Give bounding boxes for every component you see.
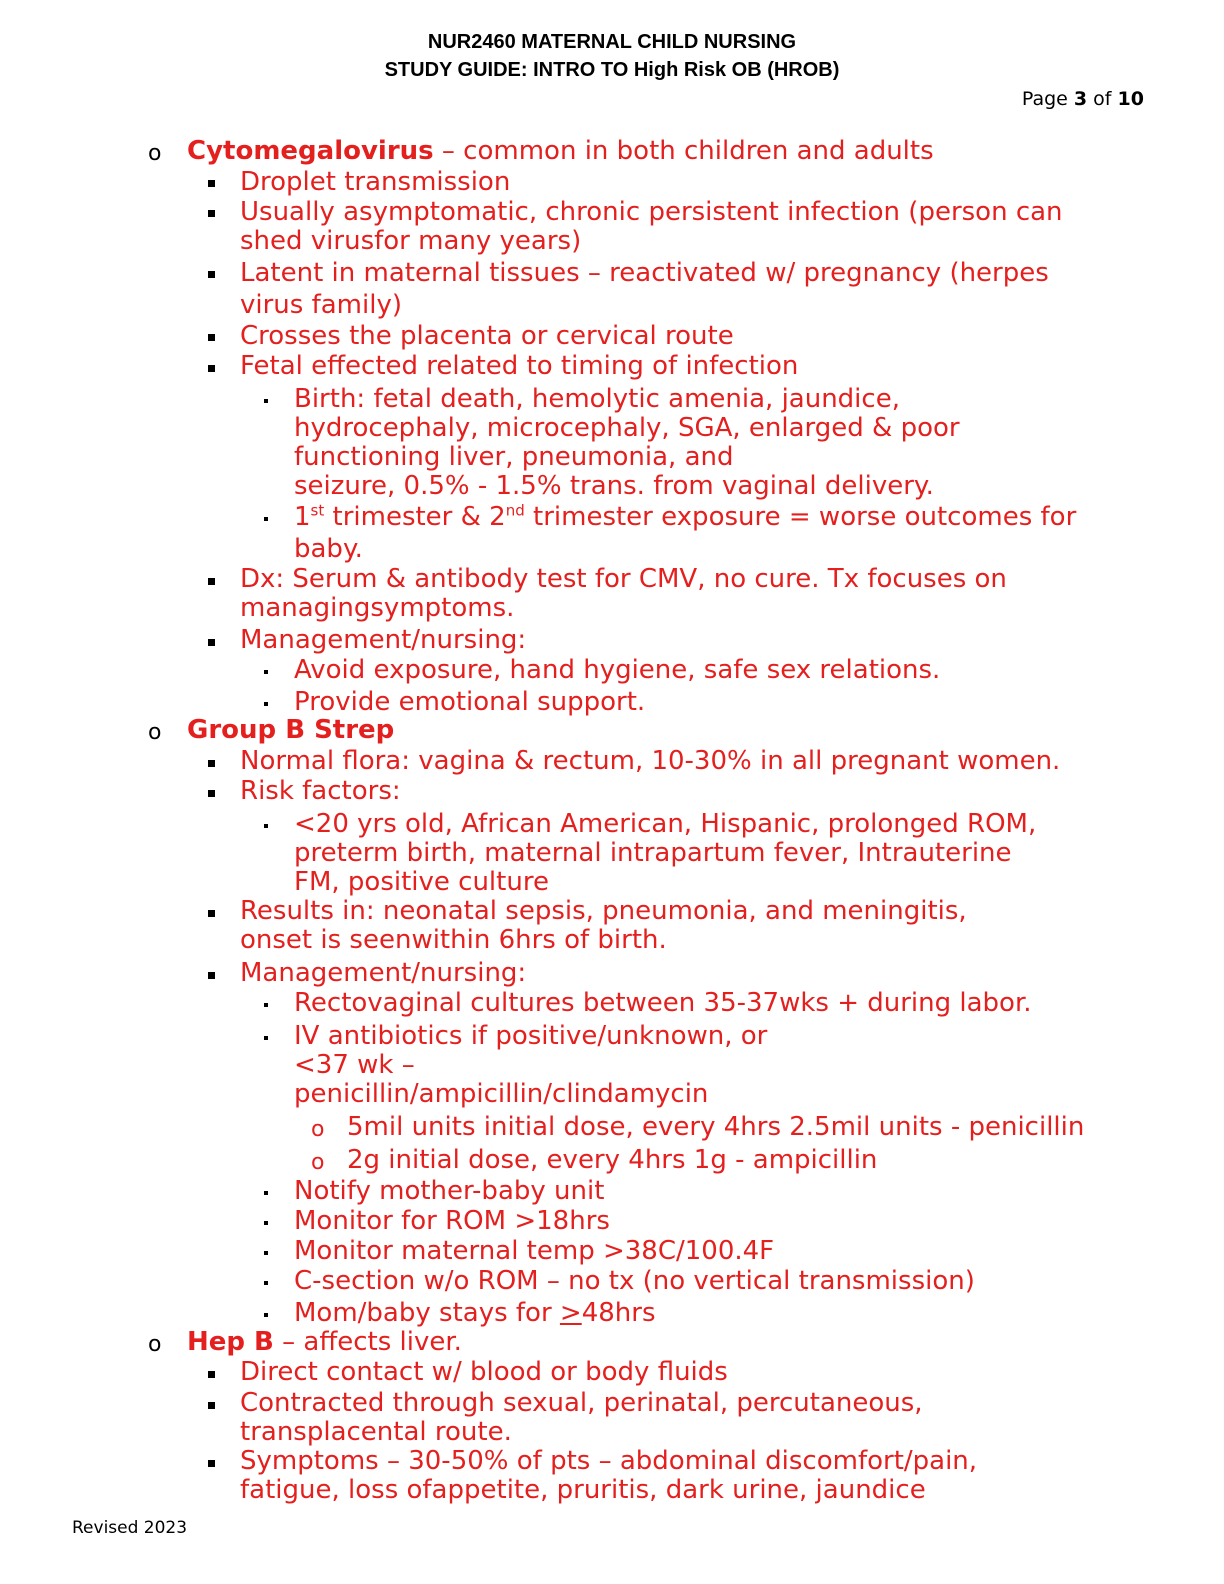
revised-date: Revised 2023 [72, 1518, 188, 1538]
gbs-penicillin-dose: 5mil units initial dose, every 4hrs 2.5mil units - penicillin [347, 1112, 1085, 1142]
cmv-asymptomatic-line1: Usually asymptomatic, chronic persistent infection (person can [240, 197, 1063, 227]
square-bullet-icon [208, 578, 215, 585]
dot-bullet-icon [264, 1251, 268, 1255]
cmv-fetal-effect: Fetal effected related to timing of infection [240, 351, 799, 381]
square-bullet-icon [208, 271, 215, 278]
gbs-risk-factors: Risk factors: [240, 776, 401, 806]
square-bullet-icon [208, 972, 215, 979]
cmv-trimester-line2: baby. [294, 534, 363, 564]
cmv-heading: Cytomegalovirus – common in both children and adults [187, 136, 934, 166]
page-number: Page 3 of 10 [1021, 88, 1144, 110]
circle-bullet-icon: o [148, 720, 162, 745]
dot-bullet-icon [264, 1191, 268, 1195]
square-bullet-icon [208, 180, 215, 187]
dot-bullet-icon [264, 702, 268, 706]
circle-bullet-icon: o [148, 1332, 162, 1357]
dot-bullet-icon [264, 1313, 268, 1317]
gbs-monitor-rom: Monitor for ROM >18hrs [294, 1206, 610, 1236]
square-bullet-icon [208, 639, 215, 646]
cmv-avoid-exposure: Avoid exposure, hand hygiene, safe sex relations. [294, 655, 941, 685]
cmv-birth-line3: functioning liver, pneumonia, and [294, 442, 734, 472]
dot-bullet-icon [264, 1003, 268, 1007]
gbs-results-line2: onset is seenwithin 6hrs of birth. [240, 925, 667, 955]
cmv-trimester-line1: 1st trimester & 2nd trimester exposure = worse outcomes for [294, 501, 1077, 532]
hepb-symptoms-line2: fatigue, loss ofappetite, pruritis, dark urine, jaundice [240, 1475, 926, 1505]
cmv-birth-line2: hydrocephaly, microcephaly, SGA, enlarged & poor [294, 413, 960, 443]
dot-bullet-icon [264, 517, 268, 521]
gbs-management: Management/nursing: [240, 958, 527, 988]
gbs-notify: Notify mother-baby unit [294, 1176, 605, 1206]
square-bullet-icon [208, 1460, 215, 1467]
square-bullet-icon [208, 334, 215, 341]
square-bullet-icon [208, 790, 215, 797]
dot-bullet-icon [264, 1281, 268, 1285]
circle-bullet-icon: o [311, 1150, 325, 1175]
gbs-stay: Mom/baby stays for >48hrs [294, 1298, 656, 1328]
study-guide-title: STUDY GUIDE: INTRO TO High Risk OB (HROB) [384, 59, 840, 81]
cmv-birth-line1: Birth: fetal death, hemolytic amenia, jaundice, [294, 384, 900, 414]
gbs-ampicillin-dose: 2g initial dose, every 4hrs 1g - ampicillin [347, 1145, 878, 1175]
cmv-latent-line1: Latent in maternal tissues – reactivated w/ pregnancy (herpes [240, 258, 1049, 288]
dot-bullet-icon [264, 1221, 268, 1225]
square-bullet-icon [208, 210, 215, 217]
gbs-iv-line1: IV antibiotics if positive/unknown, or [294, 1021, 768, 1051]
hepb-contracted-line1: Contracted through sexual, perinatal, percutaneous, [240, 1388, 923, 1418]
course-title: NUR2460 MATERNAL CHILD NURSING [427, 31, 797, 53]
cmv-dx-line1: Dx: Serum & antibody test for CMV, no cure. Tx focuses on [240, 564, 1007, 594]
hepb-symptoms-line1: Symptoms – 30-50% of pts – abdominal discomfort/pain, [240, 1446, 978, 1476]
gbs-monitor-temp: Monitor maternal temp >38C/100.4F [294, 1236, 775, 1266]
cmv-birth-line4: seizure, 0.5% - 1.5% trans. from vaginal delivery. [294, 471, 934, 501]
dot-bullet-icon [264, 670, 268, 674]
cmv-emotional-support: Provide emotional support. [294, 687, 646, 717]
cmv-dx-line2: managingsymptoms. [240, 593, 515, 623]
dot-bullet-icon [264, 1036, 268, 1040]
cmv-crosses-placenta: Crosses the placenta or cervical route [240, 321, 734, 351]
square-bullet-icon [208, 365, 215, 372]
gbs-risk-line2: preterm birth, maternal intrapartum fever, Intrauterine [294, 838, 1012, 868]
gbs-csection: C-section w/o ROM – no tx (no vertical transmission) [294, 1266, 975, 1296]
square-bullet-icon [208, 910, 215, 917]
dot-bullet-icon [264, 824, 268, 828]
gbs-normal-flora: Normal flora: vagina & rectum, 10-30% in all pregnant women. [240, 746, 1061, 776]
square-bullet-icon [208, 1371, 215, 1378]
hepb-direct-contact: Direct contact w/ blood or body fluids [240, 1357, 728, 1387]
circle-bullet-icon: o [311, 1117, 325, 1142]
cmv-droplet: Droplet transmission [240, 167, 511, 197]
square-bullet-icon [208, 1402, 215, 1409]
cmv-asymptomatic-line2: shed virusfor many years) [240, 226, 582, 256]
gbs-heading: Group B Strep [187, 715, 395, 745]
hepb-heading: Hep B – affects liver. [187, 1327, 462, 1357]
gbs-iv-line3: penicillin/ampicillin/clindamycin [294, 1079, 709, 1109]
gbs-risk-line3: FM, positive culture [294, 867, 549, 897]
gbs-iv-line2: <37 wk – [294, 1050, 415, 1080]
hepb-contracted-line2: transplacental route. [240, 1417, 512, 1447]
gbs-results-line1: Results in: neonatal sepsis, pneumonia, and meningitis, [240, 896, 967, 926]
square-bullet-icon [208, 760, 215, 767]
gbs-risk-line1: <20 yrs old, African American, Hispanic, prolonged ROM, [294, 809, 1037, 839]
circle-bullet-icon: o [148, 141, 162, 166]
dot-bullet-icon [264, 399, 268, 403]
cmv-management: Management/nursing: [240, 625, 527, 655]
gbs-rectovaginal: Rectovaginal cultures between 35-37wks + during labor. [294, 988, 1032, 1018]
cmv-latent-line2: virus family) [240, 290, 402, 320]
